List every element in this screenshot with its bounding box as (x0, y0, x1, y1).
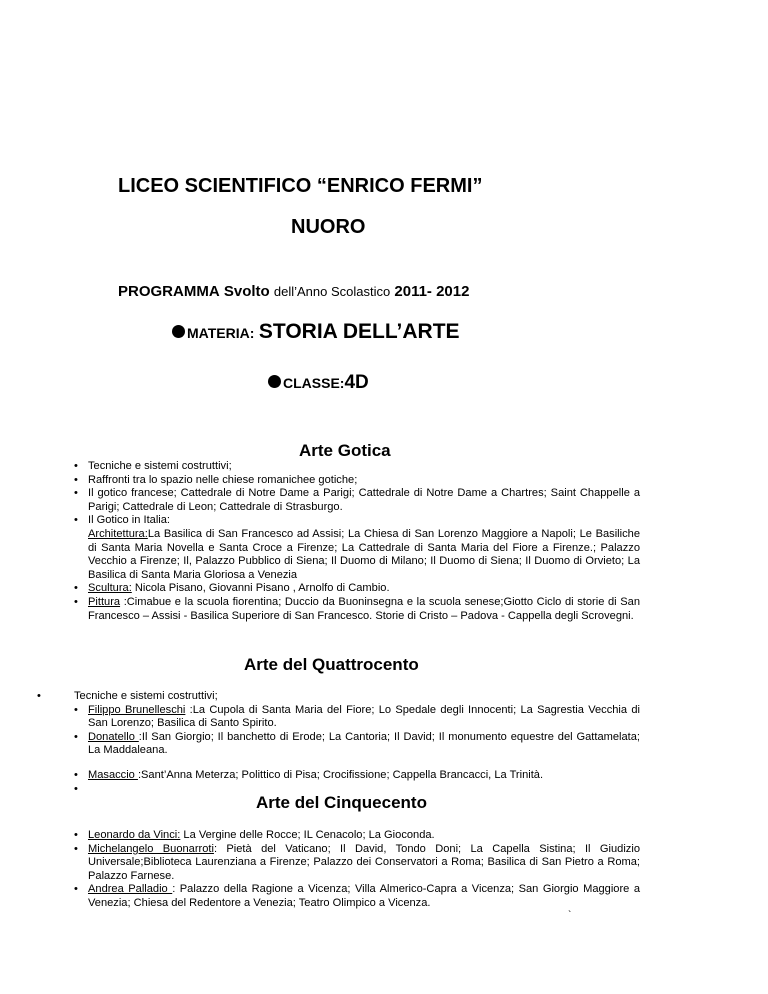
bullet-dot-icon (268, 375, 281, 388)
bullet-icon: • (74, 487, 78, 500)
donatello-label: Donatello (88, 730, 139, 743)
list-item: • Andrea Palladio : Palazzo della Ragione a Vicenza; Villa Almerico-Capra a Vicenza; San Giorgio Maggiore a Venezia; Chiesa del Redentore a Venezia; Teatro Olimpico a Vicenza. (74, 883, 640, 909)
bullet-icon: • (74, 595, 78, 608)
scultura-label: Scultura: (88, 582, 132, 595)
cinque-list (74, 829, 640, 911)
list-item: • Pittura :Cimabue e la scuola fiorentina; Duccio da Buoninsegna e la scuola senese;Giotto Ciclo di storie di San Francesco – Assisi - Basilica Superiore di San Francesco. Storie di Cristo – Padova - Cappella degli Scrovegni. (74, 595, 640, 622)
bullet-icon: • (74, 703, 78, 716)
bullet-icon: • (37, 690, 41, 702)
list-item: • Il gotico francese; Cattedrale di Notre Dame a Parigi; Cattedrale di Notre Dame a Chartres; Saint Chappelle a Parigi; Cattedrale di Leon; Cattedrale di Strasburgo. (74, 487, 640, 513)
bullet-icon: • (74, 842, 78, 855)
list-item: • Scultura: Nicola Pisano, Giovanni Pisano , Arnolfo di Cambio. (74, 582, 390, 595)
program-svolto: Svolto (223, 283, 270, 300)
classe-label: CLASSE: (283, 375, 345, 391)
list-item: • Raffronti tra lo spazio nelle chiese romanichee gotiche; (74, 473, 358, 486)
bullet-icon: • (74, 730, 78, 743)
michelangelo-label: Michelangelo Buonarroti (88, 842, 214, 855)
program-years: 2011- 2012 (394, 283, 470, 300)
list-item: • Donatello :Il San Giorgio; Il banchetto di Erode; La Cantoria; Il David; Il monumento equestre del Gattamelata; La Maddaleana. (74, 730, 640, 757)
bullet-icon: • (74, 768, 78, 781)
gotica-list (74, 460, 640, 623)
list-item: Tecniche e sistemi costruttivi; (74, 690, 218, 702)
bullet-icon: • (74, 582, 78, 595)
list-item: • Michelangelo Buonarroti: Pietà del Vaticano; Il David, Tondo Doni; La Capella Sistina; Il Giudizio Universale;Biblioteca Laurenziana a Firenze; Palazzo dei Conservatori a Roma; Basilica di San Pietro a Roma; Palazzo Farnese. (74, 842, 640, 882)
stray-tick-mark: ` (568, 910, 572, 921)
section-title-cinquecento: Arte del Cinquecento (256, 793, 427, 812)
architettura-label: Architettura: (88, 527, 148, 540)
classe-value: 4D (344, 372, 369, 393)
list-item: • Leonardo da Vinci: La Vergine delle Rocce; IL Cenacolo; La Gioconda. (74, 829, 435, 841)
bullet-dot-icon (172, 325, 185, 338)
bullet-icon: • (74, 473, 78, 486)
bullet-icon: • (74, 782, 78, 795)
quattro-list (74, 690, 640, 795)
list-item: • Tecniche e sistemi costruttivi; (74, 460, 232, 472)
section-title-quattrocento: Arte del Quattrocento (244, 655, 419, 674)
school-title: LICEO SCIENTIFICO “ENRICO FERMI” (118, 175, 483, 197)
materia-line (172, 320, 460, 344)
classe-line (268, 372, 369, 394)
list-item: • Masaccio :Sant’Anna Meterza; Polittico di Pisa; Crocifissione; Cappella Brancacci, La Trinità. (74, 768, 544, 781)
program-word: PROGRAMMA (118, 283, 220, 300)
materia-value: STORIA DELL’ARTE (258, 320, 460, 343)
list-item: • Filippo Brunelleschi :La Cupola di Santa Maria del Fiore; Lo Spedale degli Innocenti; La Sagrestia Vecchia di San Lorenzo; Basilica di Santo Spirito. (74, 703, 640, 730)
brunelleschi-label: Filippo Brunelleschi (88, 703, 186, 716)
program-line (118, 283, 469, 300)
program-anno-label: dell’Anno Scolastico (273, 284, 391, 299)
bullet-icon: • (74, 883, 78, 896)
masaccio-label: Masaccio (88, 768, 138, 781)
bullet-icon: • (74, 829, 78, 841)
leonardo-label: Leonardo da Vinci: (88, 829, 181, 841)
bullet-icon: • (74, 460, 78, 472)
city-title: NUORO (291, 216, 366, 238)
materia-label: MATERIA: (187, 325, 255, 341)
bullet-icon: • (74, 514, 78, 527)
pittura-label: Pittura (88, 595, 121, 608)
palladio-label: Andrea Palladio (88, 883, 173, 896)
list-item: • Il Gotico in Italia: Architettura:La Basilica di San Francesco ad Assisi; La Chiesa di San Lorenzo Maggiore a Napoli; Le Basiliche di Santa Maria Novella e Santa Croce a Firenze; La Cattedrale di Santa Maria del Fiore a Firenze.; Palazzo Vecchio a Firenze; Il, Palazzo Pubblico di Siena; Il Duomo di Milano; Il Duomo di Siena; Il Duomo di Orvieto; La Basilica di Santa Maria Gloriosa a Venezia (74, 514, 640, 581)
section-title-gotica: Arte Gotica (299, 441, 391, 460)
